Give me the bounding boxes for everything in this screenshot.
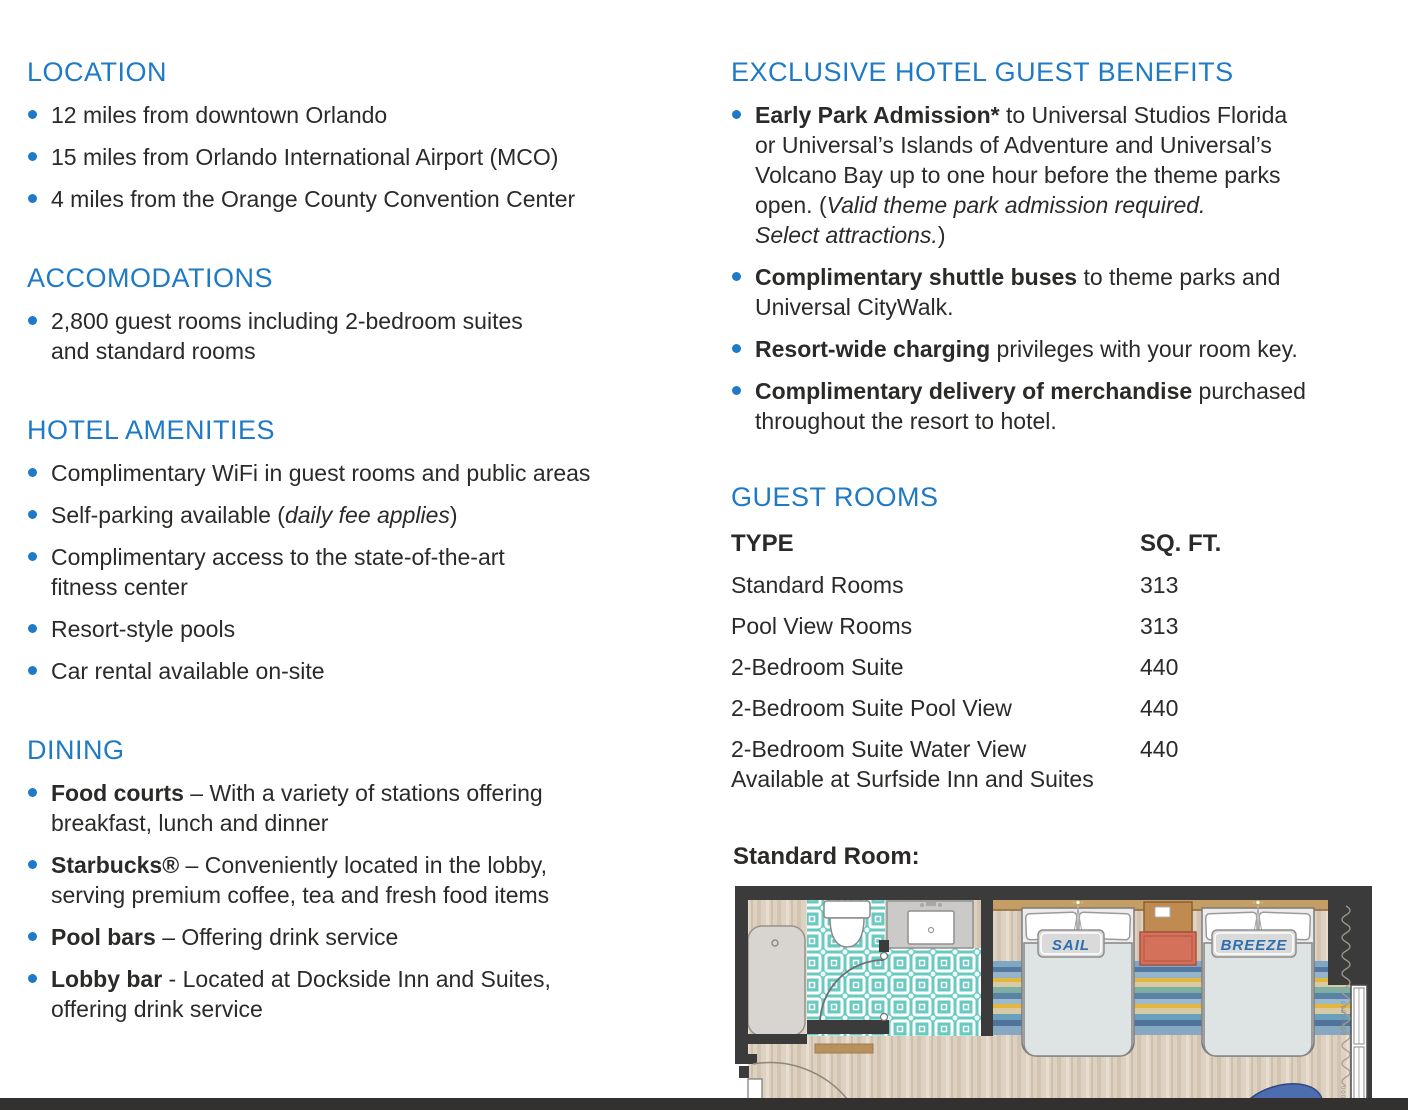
list-item: 15 miles from Orlando International Airport (MCO) xyxy=(27,142,687,172)
table-row: 2-Bedroom Suite Water View 440 xyxy=(731,736,1179,762)
table-row: 2-Bedroom Suite Pool View 440 xyxy=(731,695,1179,721)
table-row: Standard Rooms 313 xyxy=(731,572,1179,598)
page-bottom-bar xyxy=(0,1098,1408,1110)
benefits-list xyxy=(731,100,1393,436)
section-heading: HOTEL AMENITIES xyxy=(27,415,276,445)
accommodations-list xyxy=(27,306,687,366)
wall-top xyxy=(735,886,1372,900)
section-heading: DINING xyxy=(27,735,125,765)
dining-list xyxy=(27,778,687,1024)
wall-left xyxy=(735,886,748,1062)
table-row: Pool View Rooms 313 xyxy=(731,613,1179,639)
right-column xyxy=(731,56,1393,448)
list-item: Pool bars – Offering drink service xyxy=(27,922,687,952)
list-item: Self-parking available (daily fee applies) xyxy=(27,500,687,530)
section-heading: ACCOMODATIONS xyxy=(27,263,274,293)
list-item: Lobby bar - Located at Dockside Inn and Suites, offering drink service xyxy=(27,964,687,1024)
plan-annotation: 00000000 xyxy=(1339,1001,1345,1036)
door-stub xyxy=(739,1066,749,1078)
list-item: Starbucks® – Conveniently located in the lobby, serving premium coffee, tea and fresh food items xyxy=(27,850,687,910)
section-accommodations xyxy=(27,262,687,366)
list-item: 4 miles from the Orange County Convention Center xyxy=(27,184,687,214)
list-item: Complimentary WiFi in guest rooms and public areas xyxy=(27,458,687,488)
list-item: Resort-wide charging privileges with your room key. xyxy=(731,334,1393,364)
blanket xyxy=(1024,943,1132,1056)
wall-corner-block xyxy=(1328,900,1372,985)
list-item: Complimentary access to the state-of-the-art fitness center xyxy=(27,542,687,602)
list-item: Early Park Admission* to Universal Studios Florida or Universal’s Islands of Adventure and Universal’s Volcano Bay up to one hour before the theme parks open. (Valid theme park admission required. Select attractions.) xyxy=(731,100,1393,250)
list-item: Food courts – With a variety of stations offering breakfast, lunch and dinner xyxy=(27,778,687,838)
vanity-sink xyxy=(887,901,973,948)
section-heading: EXCLUSIVE HOTEL GUEST BENEFITS xyxy=(731,57,1234,87)
section-heading: GUEST ROOMS xyxy=(731,482,939,512)
location-list xyxy=(27,100,687,214)
column-header-sqft: SQ. FT. xyxy=(1140,530,1222,557)
list-item: Complimentary shuttle buses to theme parks and Universal CityWalk. xyxy=(731,262,1393,322)
section-benefits xyxy=(731,56,1393,436)
guest-rooms-table xyxy=(731,481,1393,794)
floorplan-title: Standard Room: xyxy=(733,843,920,870)
section-heading: LOCATION xyxy=(27,57,168,87)
nightstand xyxy=(1144,902,1192,932)
left-column xyxy=(27,56,687,1036)
table-note: Available at Surfside Inn and Suites xyxy=(731,766,1094,792)
list-item: Complimentary delivery of merchandise purchased throughout the resort to hotel. xyxy=(731,376,1393,436)
column-header-type: TYPE xyxy=(731,530,794,557)
amenities-list xyxy=(27,458,687,686)
window xyxy=(1351,985,1367,1108)
faucet-icon xyxy=(926,902,936,906)
bed-1 xyxy=(1022,897,1134,1056)
floorplan-container xyxy=(735,886,1378,1110)
bed-2 xyxy=(1202,897,1314,1056)
wall xyxy=(743,1034,807,1044)
list-item: Resort-style pools xyxy=(27,614,687,644)
bench xyxy=(1140,932,1196,965)
table-header xyxy=(731,529,1393,559)
wall xyxy=(981,900,993,1036)
door-hinge xyxy=(881,953,888,960)
shower xyxy=(748,926,805,1036)
entry-mat xyxy=(815,1044,873,1053)
wall xyxy=(735,1054,757,1064)
bed1-pillow-text: SAIL xyxy=(1051,937,1091,954)
section-dining xyxy=(27,734,687,1024)
list-item: Car rental available on-site xyxy=(27,656,687,686)
standard-room-floorplan xyxy=(735,886,1378,1110)
list-item: 12 miles from downtown Orlando xyxy=(27,100,687,130)
bed2-pillow-text: BREEZE xyxy=(1220,937,1288,954)
blanket xyxy=(1204,943,1312,1056)
door-hinge xyxy=(881,1014,888,1021)
wall xyxy=(807,1020,879,1034)
list-item: 2,800 guest rooms including 2-bedroom suites and standard rooms xyxy=(27,306,687,366)
section-amenities xyxy=(27,414,687,686)
section-location xyxy=(27,56,687,214)
table-row: 2-Bedroom Suite 440 xyxy=(731,654,1179,680)
